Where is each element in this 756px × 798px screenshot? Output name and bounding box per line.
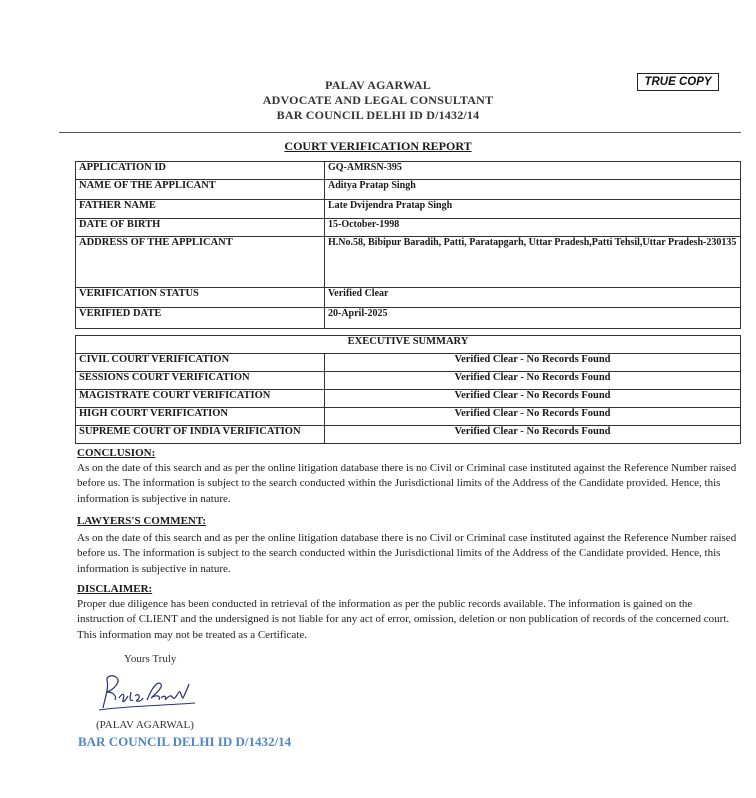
table-row: [76, 336, 741, 354]
lawyers-comment-heading: LAWYERS'S COMMENT:: [77, 515, 207, 527]
detail-value: Aditya Pratap Singh: [325, 180, 741, 200]
detail-value: 20-April-2025: [325, 308, 741, 329]
signatory-name: (PALAV AGARWAL): [96, 719, 194, 731]
table-row: [76, 288, 741, 308]
detail-value: Late Dvijendra Pratap Singh: [325, 200, 741, 219]
summary-value: Verified Clear - No Records Found: [325, 354, 741, 372]
applicant-details-table: [75, 161, 741, 329]
conclusion-text: As on the date of this search and as per the online litigation database there is no Civil or Criminal case instituted against the Reference Number raised before us. The information is subject to the search conducted within the Jurisdictional limits of the Address of the Candidate provided. Hence, this information is subjective in nature.: [77, 462, 737, 505]
summary-value: Verified Clear - No Records Found: [325, 372, 741, 390]
disclaimer-heading: DISCLAIMER:: [77, 583, 153, 595]
header-divider: [59, 132, 741, 133]
table-row: [76, 180, 741, 200]
summary-label: CIVIL COURT VERIFICATION: [76, 354, 325, 372]
summary-value: Verified Clear - No Records Found: [325, 408, 741, 426]
detail-label: APPLICATION ID: [76, 162, 325, 180]
advocate-bar-id: BAR COUNCIL DELHI ID D/1432/14: [276, 108, 480, 122]
table-row: [76, 237, 741, 288]
summary-label: MAGISTRATE COURT VERIFICATION: [76, 390, 325, 408]
detail-label: VERIFIED DATE: [76, 308, 325, 329]
table-row: [76, 372, 741, 390]
summary-label: SESSIONS COURT VERIFICATION: [76, 372, 325, 390]
true-copy-stamp: TRUE COPY: [637, 73, 719, 91]
closing-text: Yours Truly: [124, 653, 177, 665]
summary-label: HIGH COURT VERIFICATION: [76, 408, 325, 426]
executive-summary-table: [75, 335, 741, 444]
detail-label: DATE OF BIRTH: [76, 219, 325, 237]
summary-value: Verified Clear - No Records Found: [325, 390, 741, 408]
advocate-designation: ADVOCATE AND LEGAL CONSULTANT: [262, 93, 494, 107]
table-row: [76, 354, 741, 372]
detail-label: VERIFICATION STATUS: [76, 288, 325, 308]
table-row: [76, 408, 741, 426]
table-row: [76, 219, 741, 237]
signature-image: [95, 670, 205, 715]
detail-value: Verified Clear: [325, 288, 741, 308]
detail-value: 15-October-1998: [325, 219, 741, 237]
executive-summary-title: EXECUTIVE SUMMARY: [76, 336, 741, 354]
detail-label: FATHER NAME: [76, 200, 325, 219]
table-row: [76, 390, 741, 408]
signatory-bar-id: BAR COUNCIL DELHI ID D/1432/14: [78, 734, 292, 749]
conclusion-heading: CONCLUSION:: [77, 447, 156, 459]
detail-value: H.No.58, Bibipur Baradih, Patti, Paratapgarh, Uttar Pradesh,Patti Tehsil,Uttar Pradesh-230135: [325, 237, 741, 288]
table-row: [76, 426, 741, 444]
table-row: [76, 200, 741, 219]
summary-label: SUPREME COURT OF INDIA VERIFICATION: [76, 426, 325, 444]
lawyers-comment-text: As on the date of this search and as per the online litigation database there is no Civil or Criminal case instituted against the Reference Number raised before us. The information is subject to the search conducted within the Jurisdictional limits of the Address of the Candidate provided. Hence, this information is subjective in nature.: [77, 532, 737, 575]
summary-value: Verified Clear - No Records Found: [325, 426, 741, 444]
report-title: COURT VERIFICATION REPORT: [284, 139, 472, 153]
disclaimer-text: Proper due diligence has been conducted in retrieval of the information as per the public records available. The information is gained on the instruction of CLIENT and the undersigned is not liable for any act of error, omission, deletion or non publication of records of the concerned court. This information may not be treated as a Certificate.: [77, 598, 730, 641]
advocate-name: PALAV AGARWAL: [325, 78, 431, 92]
table-row: [76, 162, 741, 180]
detail-label: ADDRESS OF THE APPLICANT: [76, 237, 325, 288]
table-row: [76, 308, 741, 329]
detail-label: NAME OF THE APPLICANT: [76, 180, 325, 200]
detail-value: GQ-AMRSN-395: [325, 162, 741, 180]
